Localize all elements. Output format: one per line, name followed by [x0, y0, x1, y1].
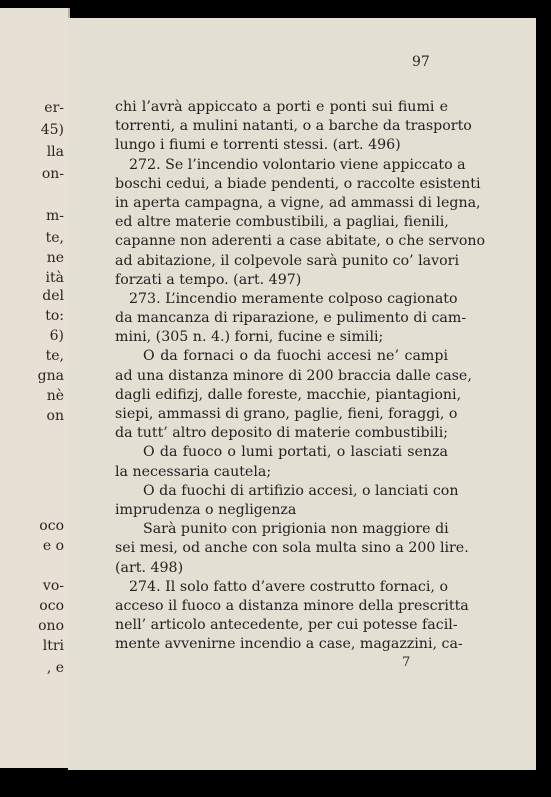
text-line: la necessaria cautela;: [115, 463, 272, 480]
text-line: in aperta campagna, a vigne, ad ammassi di legna,: [115, 194, 481, 211]
left-fragment: lla: [46, 144, 64, 160]
text-line: ad abitazione, il colpevole sarà punito co’ lavori: [115, 252, 459, 269]
text-line: O da fornaci o da fuochi accesi ne’ campi: [143, 348, 448, 365]
left-fragment: oco: [39, 598, 64, 614]
left-fragment: ne: [46, 250, 64, 266]
text-line: acceso il fuoco a distanza minore della prescritta: [115, 597, 469, 614]
left-fragment: oco: [39, 518, 64, 534]
text-line: capanne non aderenti a case abitate, o che servono: [115, 233, 486, 250]
text-line: imprudenza o negligenza: [115, 501, 297, 518]
left-fragment: te,: [45, 348, 64, 364]
text-line: sei mesi, od anche con sola multa sino a 200 lire.: [115, 540, 469, 557]
left-fragment: er-: [44, 100, 64, 116]
left-fragment: nè: [46, 388, 64, 404]
left-fragment: to:: [45, 308, 64, 324]
text-line: ed altre materie combustibili, a pagliai, fienili,: [115, 214, 449, 231]
left-page: [0, 8, 70, 768]
left-fragment: gna: [37, 368, 64, 384]
text-line: da mancanza di riparazione, e pulimento di cam-: [115, 310, 467, 327]
text-line: mini, (305 n. 4.) forni, fucine e simili;: [115, 329, 384, 346]
text-line: O da fuochi di artifizio accesi, o lanciati con: [143, 482, 459, 499]
left-fragment: m-: [45, 208, 64, 224]
text-line: (art. 498): [115, 559, 184, 576]
text-line: mente avvenirne incendio a case, magazzini, ca-: [115, 636, 463, 653]
text-line: forzati a tempo. (art. 497): [115, 271, 302, 288]
signature-mark: 7: [402, 655, 411, 670]
text-line: 274. Il solo fatto d’avere costrutto fornaci, o: [129, 578, 448, 595]
text-line: Sarà punito con prigionia non maggiore di: [143, 521, 449, 538]
left-fragment: vo-: [42, 578, 64, 594]
left-fragment: e o: [42, 538, 64, 554]
text-line: boschi cedui, a biade pendenti, o raccolte esistenti: [115, 175, 481, 192]
text-line: dagli edifizj, dalle foreste, macchie, piantagioni,: [115, 386, 462, 403]
text-line: ad una distanza minore di 200 braccia dalle case,: [115, 367, 472, 384]
left-fragment: ltri: [42, 638, 64, 654]
page-text: [115, 98, 486, 654]
left-fragment: on-: [41, 166, 64, 182]
left-fragment: ono: [38, 618, 64, 634]
text-line: da tutt’ altro deposito di materie combustibili;: [115, 425, 449, 442]
text-line: O da fuoco o lumi portati, o lasciati senza: [143, 444, 448, 461]
text-line: 273. L’incendio meramente colposo cagionato: [129, 290, 458, 307]
text-line: 272. Se l’incendio volontario viene appiccato a: [129, 156, 466, 173]
left-fragment: te,: [45, 230, 64, 246]
left-fragment: ità: [45, 270, 64, 286]
left-fragment: del: [42, 288, 64, 304]
text-line: siepi, ammassi di grano, paglie, fieni, foraggi, o: [115, 406, 458, 422]
left-fragment: on: [46, 408, 64, 424]
text-line: torrenti, a mulini natanti, o a barche da trasporto: [115, 118, 472, 135]
left-fragment: , e: [46, 660, 64, 676]
page-number: 97: [412, 54, 430, 70]
left-fragment: 45): [40, 122, 64, 138]
text-line: chi l’avrà appiccato a porti e ponti sui fiumi e: [115, 99, 448, 115]
text-line: nell’ articolo antecedente, per cui potesse facil-: [115, 617, 458, 634]
text-line: lungo i fiumi e torrenti stessi. (art. 496): [115, 137, 401, 154]
left-fragment: 6): [49, 328, 64, 344]
